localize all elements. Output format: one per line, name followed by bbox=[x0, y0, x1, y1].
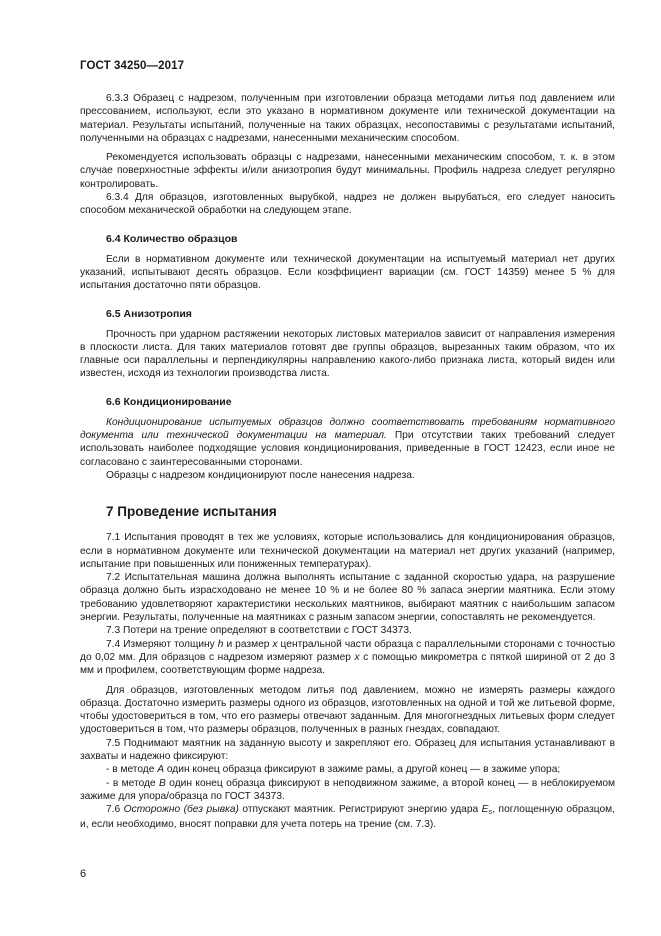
text: - в методе bbox=[106, 764, 158, 776]
paragraph-7-4-injection: Для образцов, изготовленных методом литья под давлением, можно не измерять размеры каждого образца. Достаточно измерить размеры одного из образцов, изготовленных на одной и той же литьевой форме, чтобы удостовериться в том, что его размеры отвечают заданным. Для многогнездных литьевых форм следует удостовериться в том, что размеры образцов, полученных в разных гнездах, совпадают. bbox=[80, 684, 615, 736]
italic-text: Кондиционирование испытуемых образцов должно соответствовать требованиям нормативного документа или технической документации на материал. bbox=[80, 416, 615, 442]
paragraph-7-5: 7.5 Поднимают маятник на заданную высоту и закрепляют его. Образец для испытания устанавливают в захваты и надежно фиксируют: bbox=[80, 737, 615, 762]
method-a-label: А bbox=[157, 764, 165, 776]
section-heading-6-4: 6.4 Количество образцов bbox=[106, 232, 238, 245]
document-body bbox=[80, 92, 615, 832]
text: и размер bbox=[223, 638, 273, 650]
paragraph-6-4: Если в нормативном документе или технической документации на испытуемый материал нет других указаний, испытывают десять образцов. Если коэффициент вариации (см. ГОСТ 14359) менее 5 % для испытания достаточно пяти образцов. bbox=[80, 253, 615, 292]
text: один конец образца фиксируют в неподвижном зажиме, а второй конец — в неблокируемом зажиме для упора/образца по ГОСТ 34373. bbox=[80, 777, 615, 802]
paragraph-7-1: 7.1 Испытания проводят в тех же условиях, которые использовались для кондиционирования образцов, если в нормативном документе или технической документации на материал нет других указаний (например, испытание при повышенных или пониженных температурах). bbox=[80, 532, 615, 570]
text: отпускают маятник. Регистрируют энергию удара bbox=[238, 804, 482, 816]
variable-x: x bbox=[272, 638, 278, 650]
variable-h: h bbox=[217, 638, 224, 650]
text: 7.6 bbox=[106, 804, 124, 816]
variable-x: x bbox=[354, 651, 360, 663]
variable-e: E bbox=[481, 804, 489, 816]
text: центральной части образца с параллельными сторонами с точностью до 0,02 мм. Для образцов с надрезом измеряют размер bbox=[80, 638, 616, 663]
paragraph-6-3-3: 6.3.3 Образец с надрезом, полученным при изготовлении образца методами литья под давлением или прессованием, используют, если это указано в нормативном документе или технической документации на материал. Результаты испытаний, полученные на таких образцах, несопоставимы с результатами испытаний, полученными на образцах с надрезами, нанесенными механическим способом. bbox=[80, 93, 615, 144]
text: один конец образца фиксируют в зажиме рамы, а другой конец — в зажиме упора; bbox=[164, 764, 561, 776]
paragraph-7-6 bbox=[80, 803, 615, 832]
text: 7.4 Измеряют толщину bbox=[106, 638, 218, 650]
subscript-s: s bbox=[488, 807, 493, 817]
paragraph-6-3-4: 6.3.4 Для образцов, изготовленных вырубкой, надрез не должен вырубаться, его следует наносить способом механической обработки на следующем этапе. bbox=[80, 192, 615, 217]
paragraph-6-6 bbox=[80, 416, 615, 469]
section-heading-6-6: 6.6 Кондиционирование bbox=[106, 395, 232, 408]
paragraph-7-2: 7.2 Испытательная машина должна выполнять испытание с заданной скоростью удара, на разрушение образца должно быть израсходовано не менее 10 % и не более 80 % запаса энергии маятника. Если этому требованию удовлетворяют характеристики нескольких маятников, выбирают маятник с наибольшим запасом энергии. Результаты, полученные на маятниках с разным запасом энергии, сопоставлять не рекомендуется. bbox=[80, 572, 615, 624]
list-item-method-b bbox=[80, 777, 615, 804]
text: , поглощенную образцом, и, если необходимо, вносят поправки для учета потерь на трение (см. 7.3). bbox=[80, 804, 615, 831]
paragraph-7-3: 7.3 Потери на трение определяют в соответствии с ГОСТ 34373. bbox=[106, 625, 412, 637]
document-header: ГОСТ 34250—2017 bbox=[80, 60, 185, 72]
caution-text: Осторожно (без рывка) bbox=[123, 804, 239, 816]
paragraph-6-6-note: Образцы с надрезом кондиционируют после нанесения надреза. bbox=[106, 469, 415, 481]
text: - в методе bbox=[106, 777, 160, 789]
section-heading-6-5: 6.5 Анизотропия bbox=[106, 307, 192, 320]
paragraph-7-4 bbox=[80, 638, 615, 678]
text: с помощью микрометра с пяткой шириной от 2 до 3 мм и профилем, соответствующим форме надреза. bbox=[80, 651, 615, 677]
list-item-method-a bbox=[80, 763, 615, 776]
text: При отсутствии таких требований следует использовать наиболее подходящие условия кондиционирования, приведенные в ГОСТ 12423, если иное не согласовано с заинтересованными сторонами. bbox=[80, 430, 615, 468]
section-heading-7: 7 Проведение испытания bbox=[106, 504, 277, 520]
page-number: 6 bbox=[80, 868, 87, 880]
paragraph-6-3-3-note: Рекомендуется использовать образцы с надрезами, нанесенными механическим способом, т. к. в этом случае поверхностные эффекты и/или анизотропия будут минимальны. Профиль надреза следует регулярно контролировать. bbox=[80, 152, 615, 190]
paragraph-6-5: Прочность при ударном растяжении некоторых листовых материалов зависит от направления измерения в плоскости листа. Для таких материалов готовят две группы образцов, вырезанных таким образом, что их главные оси параллельны и перпендикулярны направлению какого-либо признака листа, который виден или известен, исходя из технологии производства листа. bbox=[80, 328, 615, 380]
method-b-label: В bbox=[159, 777, 166, 789]
